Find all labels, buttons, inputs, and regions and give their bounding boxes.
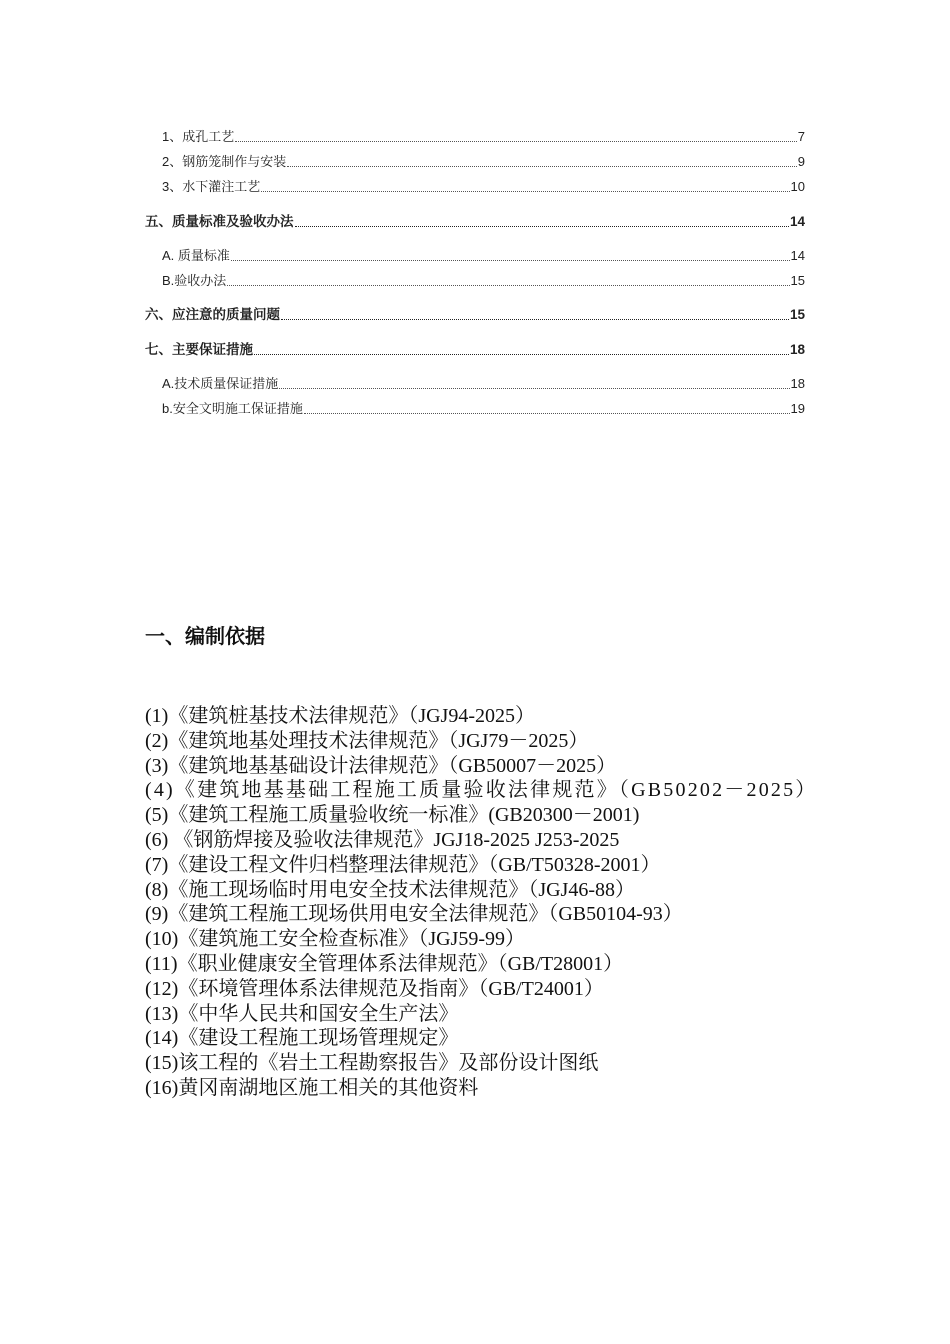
toc-entry-label: 2、钢筋笼制作与安装 <box>162 154 287 169</box>
reference-item: (16)黄冈南湖地区施工相关的其他资料 <box>145 1076 479 1099</box>
reference-item: (14)《建设工程施工现场管理规定》 <box>145 1027 459 1050</box>
toc-entry[interactable] <box>162 401 805 417</box>
toc-entry[interactable] <box>162 248 805 264</box>
reference-list <box>145 704 818 1101</box>
reference-item: (4)《建筑地基基础工程施工质量验收法律规范》（GB50202－2025） <box>145 779 818 802</box>
toc-entry[interactable] <box>145 307 805 323</box>
section-heading: 一、编制依据 <box>145 624 265 648</box>
reference-item: (12)《环境管理体系法律规范及指南》（GB/T24001） <box>145 977 604 1000</box>
toc-entry-label: B.验收办法 <box>162 273 227 288</box>
toc-entry-label: 1、成孔工艺 <box>162 129 235 144</box>
toc-page-number: 15 <box>789 307 805 322</box>
toc-leader-dots <box>279 387 789 389</box>
toc-entry-label: A.技术质量保证措施 <box>162 376 279 391</box>
reference-item: (8)《施工现场临时用电安全技术法律规范》（JGJ46-88） <box>145 878 635 901</box>
toc-page-number: 19 <box>790 401 805 416</box>
reference-item: (15)该工程的《岩土工程勘察报告》及部份设计图纸 <box>145 1052 599 1075</box>
toc-entry[interactable] <box>145 214 805 230</box>
toc-leader-dots <box>304 412 790 414</box>
reference-item: (7)《建设工程文件归档整理法律规范》（GB/T50328-2001） <box>145 853 661 876</box>
toc-page-number: 9 <box>797 154 805 169</box>
toc-page-number: 14 <box>789 214 805 229</box>
toc-page-number: 15 <box>790 273 805 288</box>
toc-leader-dots <box>227 284 789 286</box>
toc-page-number: 7 <box>797 129 805 144</box>
reference-item: (5)《建筑工程施工质量验收统一标准》(GB20300－2001) <box>145 804 640 827</box>
toc-entry[interactable] <box>162 129 805 145</box>
reference-item: (1)《建筑桩基技术法律规范》（JGJ94-2025） <box>145 705 535 727</box>
reference-item: (2)《建筑地基处理技术法律规范》（JGJ79－2025） <box>145 729 589 752</box>
toc-page-number: 18 <box>789 342 805 357</box>
toc-leader-dots <box>261 190 789 192</box>
reference-item: (6) 《钢筋焊接及验收法律规范》JGJ18-2025 J253-2025 <box>145 828 620 851</box>
toc-entry[interactable] <box>145 342 805 358</box>
toc-entry[interactable] <box>162 179 805 195</box>
toc-entry[interactable] <box>162 154 805 170</box>
toc-entry[interactable] <box>162 273 805 289</box>
toc-entry[interactable] <box>162 376 805 392</box>
reference-item: (10)《建筑施工安全检查标准》（JGJ59-99） <box>145 928 525 951</box>
reference-item: (3)《建筑地基基础设计法律规范》（GB50007－2025） <box>145 754 617 777</box>
toc-entry-label: 五、质量标准及验收办法 <box>145 214 294 229</box>
toc-page-number: 14 <box>790 248 805 263</box>
toc-page-number: 10 <box>790 179 805 194</box>
toc-leader-dots <box>231 259 790 261</box>
toc-leader-dots <box>235 140 797 142</box>
toc-leader-dots <box>295 225 789 227</box>
toc-entry-label: A. 质量标准 <box>162 248 230 263</box>
reference-item: (11)《职业健康安全管理体系法律规范》（GB/T28001） <box>145 952 624 975</box>
toc-leader-dots <box>287 165 797 167</box>
toc-entry-label: 六、应注意的质量问题 <box>145 307 280 322</box>
toc-leader-dots <box>254 353 789 355</box>
toc-entry-label: 七、主要保证措施 <box>145 342 253 357</box>
toc-entry-label: 3、水下灌注工艺 <box>162 179 261 194</box>
reference-item: (9)《建筑工程施工现场供用电安全法律规范》（GB50104-93） <box>145 903 683 926</box>
reference-item: (13)《中华人民共和国安全生产法》 <box>145 1002 459 1025</box>
toc-page-number: 18 <box>790 376 805 391</box>
toc-leader-dots <box>281 318 789 320</box>
toc-entry-label: b.安全文明施工保证措施 <box>162 401 303 416</box>
